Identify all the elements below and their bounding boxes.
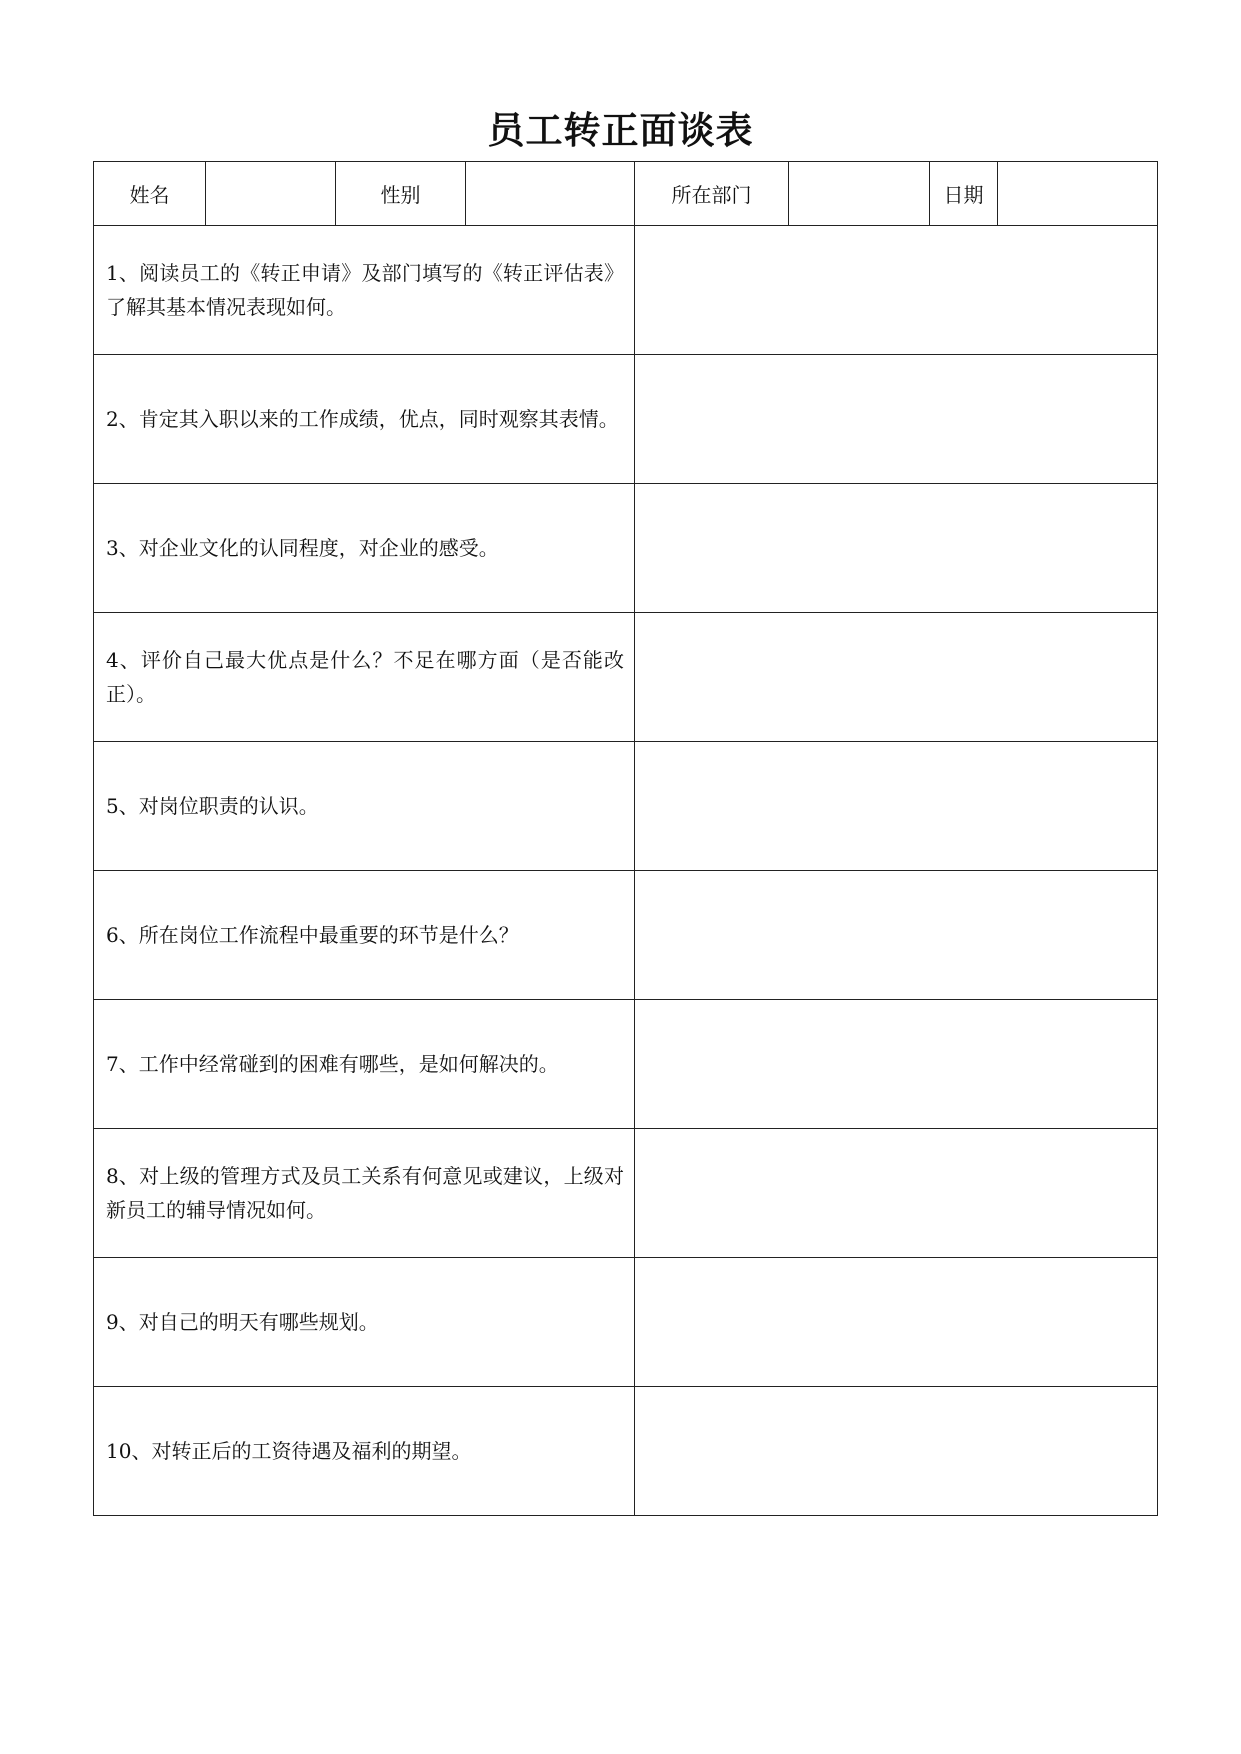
- answer-field[interactable]: [635, 613, 1158, 742]
- question-row: [94, 484, 1158, 613]
- answer-field[interactable]: [635, 1258, 1158, 1387]
- question-row: [94, 613, 1158, 742]
- form-title: 员工转正面谈表: [487, 108, 754, 152]
- question-text: 10、对转正后的工资待遇及福利的期望。: [94, 1387, 635, 1516]
- answer-field[interactable]: [635, 1387, 1158, 1516]
- answer-field[interactable]: [635, 871, 1158, 1000]
- date-label: 日期: [930, 162, 998, 226]
- answer-field[interactable]: [635, 355, 1158, 484]
- name-field[interactable]: [206, 162, 336, 226]
- question-text: 4、评价自己最大优点是什么？不足在哪方面（是否能改正）。: [94, 613, 635, 742]
- question-row: [94, 226, 1158, 355]
- gender-label: 性别: [336, 162, 466, 226]
- question-row: [94, 355, 1158, 484]
- answer-field[interactable]: [635, 226, 1158, 355]
- department-label: 所在部门: [635, 162, 789, 226]
- department-field[interactable]: [789, 162, 930, 226]
- name-label: 姓名: [94, 162, 206, 226]
- header-row: [94, 162, 1158, 226]
- question-text: 3、对企业文化的认同程度，对企业的感受。: [94, 484, 635, 613]
- answer-field[interactable]: [635, 484, 1158, 613]
- interview-form-table: [93, 161, 1158, 1516]
- question-row: [94, 871, 1158, 1000]
- answer-field[interactable]: [635, 742, 1158, 871]
- question-text: 8、对上级的管理方式及员工关系有何意见或建议，上级对新员工的辅导情况如何。: [94, 1129, 635, 1258]
- date-field[interactable]: [998, 162, 1158, 226]
- question-text: 2、肯定其入职以来的工作成绩，优点，同时观察其表情。: [94, 355, 635, 484]
- question-row: [94, 1258, 1158, 1387]
- question-text: 7、工作中经常碰到的困难有哪些，是如何解决的。: [94, 1000, 635, 1129]
- answer-field[interactable]: [635, 1129, 1158, 1258]
- answer-field[interactable]: [635, 1000, 1158, 1129]
- question-row: [94, 1000, 1158, 1129]
- question-text: 1、阅读员工的《转正申请》及部门填写的《转正评估表》了解其基本情况表现如何。: [94, 226, 635, 355]
- question-row: [94, 742, 1158, 871]
- gender-field[interactable]: [466, 162, 635, 226]
- question-row: [94, 1129, 1158, 1258]
- question-text: 9、对自己的明天有哪些规划。: [94, 1258, 635, 1387]
- question-text: 5、对岗位职责的认识。: [94, 742, 635, 871]
- question-row: [94, 1387, 1158, 1516]
- question-text: 6、所在岗位工作流程中最重要的环节是什么？: [94, 871, 635, 1000]
